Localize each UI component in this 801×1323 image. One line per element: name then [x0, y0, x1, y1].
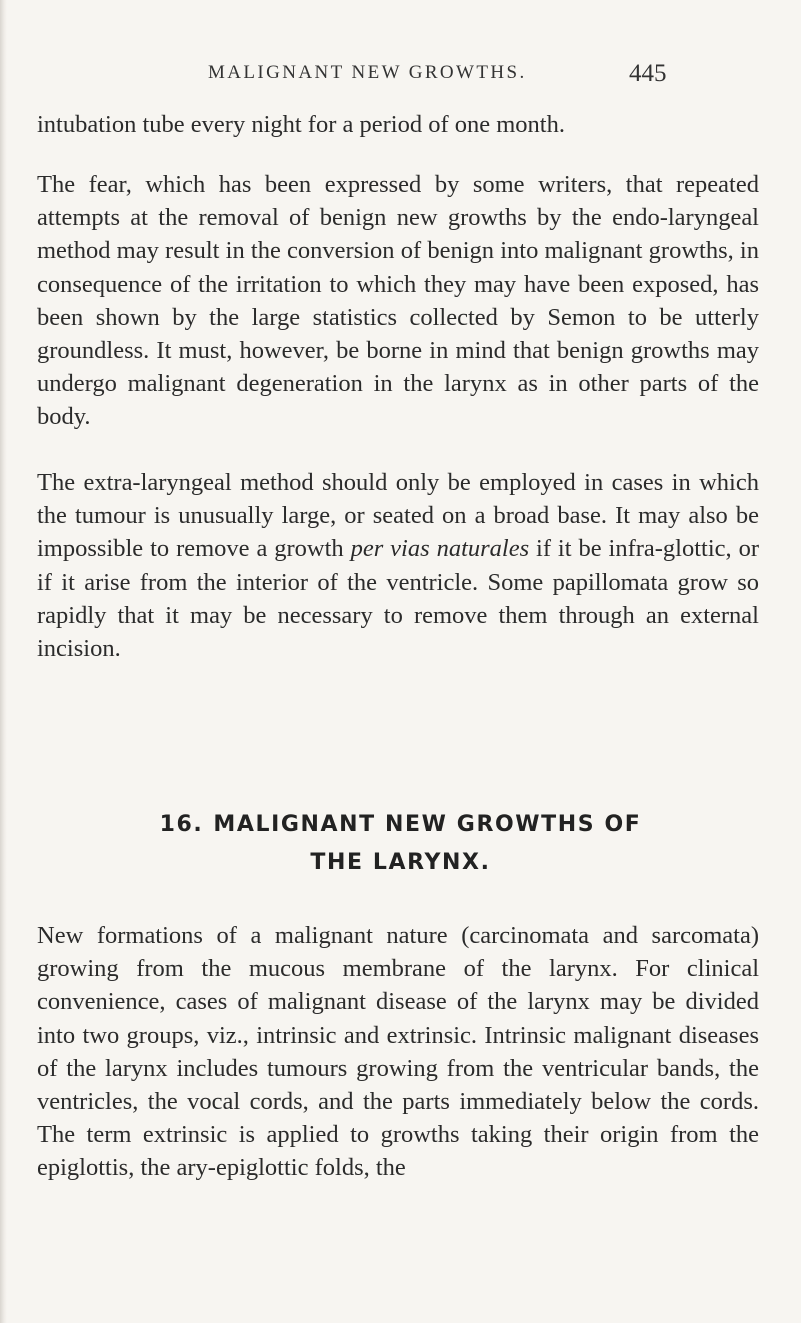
- paragraph-extra-laryngeal-text-b: if it be infra-glottic, or if it arise from the interior of the ventricle. Some papillomata grow so rapidly that it may be necessary to remove them through an external incision.: [37, 535, 759, 663]
- section-heading-line-1: [0, 806, 801, 844]
- paragraph-extra-laryngeal: [37, 466, 759, 665]
- section-title-part-2: THE LARYNX.: [310, 850, 491, 875]
- section-heading: [0, 806, 801, 882]
- page-number: 445: [629, 60, 667, 87]
- latin-phrase: per vias naturales: [350, 535, 530, 563]
- section-title-part-1: MALIGNANT NEW GROWTHS OF: [213, 812, 642, 837]
- paragraph-malignant-definition: New formations of a malignant nature (carcinomata and sarcomata) growing from the mucous membrane of the larynx. For clinical convenience, cases of malignant disease of the larynx may be divided into two groups, viz., intrinsic and extrinsic. Intrinsic malignant diseases of the larynx includes tumours growing from the ventricular bands, the ventricles, the vocal cords, and the parts immediately below the cords. The term extrinsic is applied to growths taking their origin from the epiglottis, the ary-epiglottic folds, the: [37, 922, 759, 1182]
- paragraph-extra-laryngeal-text-a: The extra-laryngeal method should only be employed in cases in which the tumour is unusually large, or seated on a broad base. It may also be impossible to remove a growth: [37, 469, 759, 563]
- running-head: MALIGNANT NEW GROWTHS.: [208, 62, 527, 83]
- page-edge-shadow: [0, 0, 7, 1323]
- paragraph-benign-conversion: The fear, which has been expressed by some writers, that repeated attempts at the removal of benign new growths by the endo-laryngeal method may result in the conversion of benign into malignant growths, in consequence of the irritation to which they may have been exposed, has been shown by the large statistics collected by Semon to be utterly groundless. It must, however, be borne in mind that benign growths may undergo malignant degeneration in the larynx as in other parts of the body.: [37, 171, 759, 431]
- section-number: 16.: [159, 812, 204, 837]
- paragraph-continuation: intubation tube every night for a period of one month.: [37, 111, 565, 138]
